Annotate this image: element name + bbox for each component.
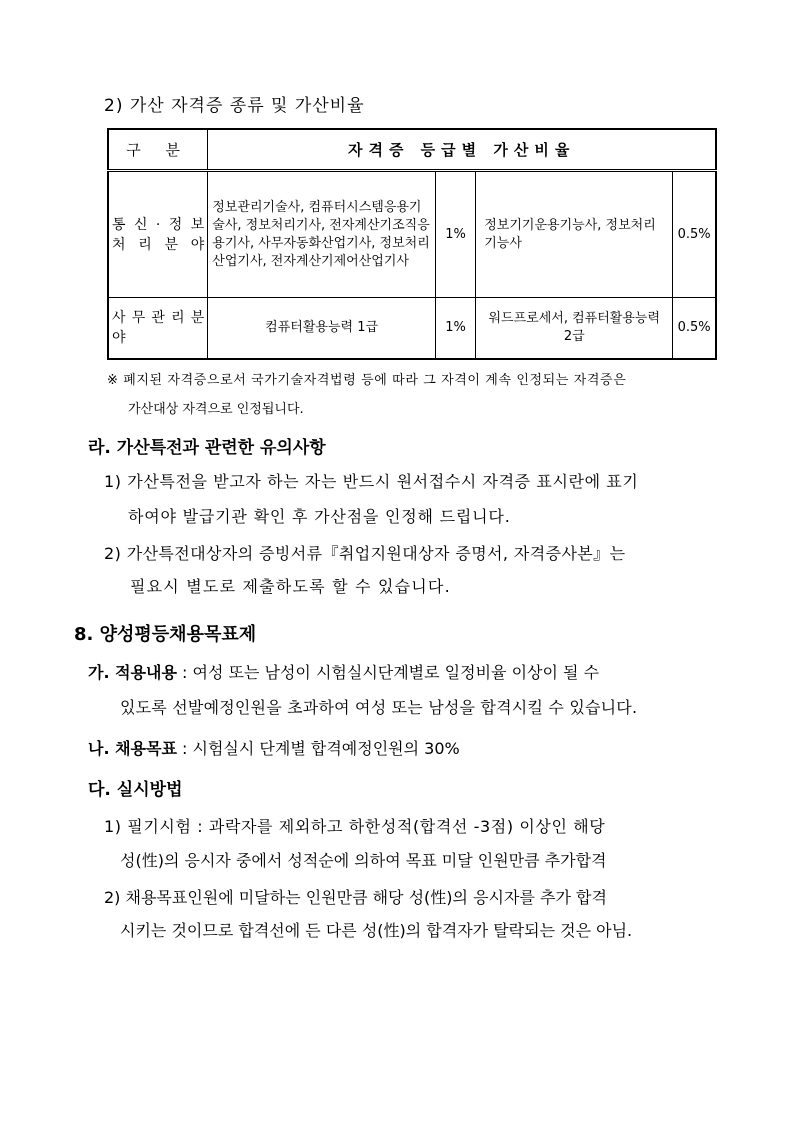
section-heading-8: 8. 양성평등채용목표제 <box>74 624 257 645</box>
header-category: 구 분 <box>108 129 208 171</box>
na-label: 나. 채용목표 <box>88 739 177 758</box>
ga-label: 가. 적용내용 <box>88 663 177 682</box>
table-header-row <box>108 129 716 171</box>
subsection-title: 2) 가산 자격증 종류 및 가산비율 <box>104 96 365 116</box>
list-item: 1) 가산특전을 받고자 하는 자는 반드시 원서접수시 자격증 표시란에 표기 <box>104 472 639 491</box>
na-text: : 시험실시 단계별 합격예정인원의 30% <box>176 739 460 758</box>
table-row <box>108 298 716 360</box>
row-rate2: 0.5% <box>673 298 716 360</box>
row-category: 통 신 · 정 보 처 리 분 야 <box>108 171 208 298</box>
list-item: 1) 필기시험 : 과락자를 제외하고 하한성적(합격선 -3점) 이상인 해당 <box>104 817 606 836</box>
row-group1: 정보관리기술사, 컴퓨터시스템응용기술사, 정보처리기사, 전자계산기조직응용기사, 사무자동화산업기사, 정보처리산업기사, 전자계산기제어산업기사 <box>208 171 436 298</box>
ga-text: : 여성 또는 남성이 시험실시단계별로 일정비율 이상이 될 수 <box>176 663 600 682</box>
list-item-continued: 시키는 것이므로 합격선에 든 다른 성(性)의 합격자가 탈락되는 것은 아님. <box>120 921 633 940</box>
da-heading: 다. 실시방법 <box>88 780 183 800</box>
ga-paragraph-continued: 있도록 선발예정인원을 초과하여 여성 또는 남성을 합격시킬 수 있습니다. <box>120 698 638 717</box>
header-rates: 자격증 등급별 가산비율 <box>208 129 716 171</box>
list-item-continued: 성(性)의 응시자 중에서 성적순에 의하여 목표 미달 인원만큼 추가합격 <box>120 851 607 870</box>
na-paragraph <box>88 736 460 759</box>
list-item: 2) 가산특전대상자의 증빙서류『취업지원대상자 증명서, 자격증사본』는 <box>104 544 626 563</box>
row-group2: 워드프로세서, 컴퓨터활용능력 2급 <box>476 298 673 360</box>
list-item-continued: 필요시 별도로 제출하도록 할 수 있습니다. <box>130 577 451 596</box>
row-category: 사 무 관 리 분 야 <box>108 298 208 360</box>
section-heading-ra: 라. 가산특전과 관련한 유의사항 <box>88 438 326 458</box>
table-note-continued: 가산대상 자격으로 인정됩니다. <box>128 402 304 417</box>
row-group1: 컴퓨터활용능력 1급 <box>208 298 436 360</box>
table-note: ※ 폐지된 자격증으로서 국가기술자격법령 등에 따라 그 자격이 계속 인정되는 자격증은 <box>107 373 627 388</box>
row-rate2: 0.5% <box>673 171 716 298</box>
table-row <box>108 171 716 298</box>
ga-paragraph <box>88 660 599 683</box>
row-group2: 정보기기운용기능사, 정보처리기능사 <box>476 171 673 298</box>
certificate-table <box>107 128 717 360</box>
list-item-continued: 하여야 발급기관 확인 후 가산점을 인정해 드립니다. <box>128 507 511 526</box>
row-rate1: 1% <box>435 171 475 298</box>
row-rate1: 1% <box>435 298 475 360</box>
list-item: 2) 채용목표인원에 미달하는 인원만큼 해당 성(性)의 응시자를 추가 합격 <box>104 888 607 907</box>
